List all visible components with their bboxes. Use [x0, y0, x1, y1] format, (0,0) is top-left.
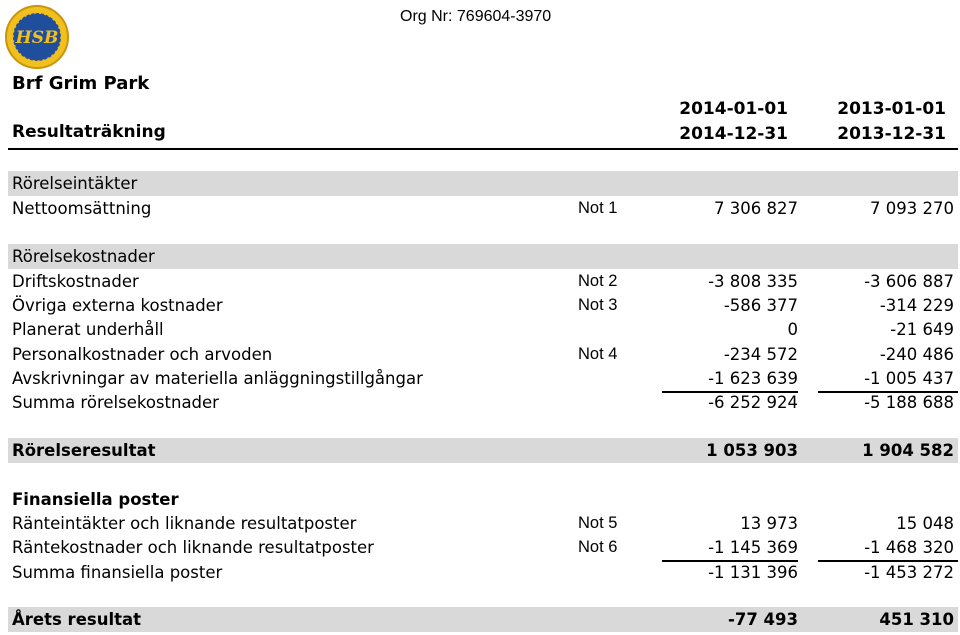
row-value-previous: -5 188 688	[864, 393, 954, 412]
row-label: Rörelseresultat	[12, 441, 156, 460]
row-value-current: 0	[787, 320, 798, 339]
row-value-current: -1 131 396	[708, 563, 798, 582]
row-note: Not 3	[578, 296, 618, 314]
logo-text: HSB	[15, 28, 59, 48]
period-current-start: 2014-01-01	[679, 99, 788, 119]
row-value-current: 13 973	[740, 514, 798, 533]
row-value-current: -234 572	[723, 345, 798, 364]
row-label: Avskrivningar av materiella anläggningstillgångar	[12, 369, 423, 388]
row-label: Summa rörelsekostnader	[12, 393, 219, 412]
table-row	[8, 366, 958, 391]
row-label: Ränteintäkter och liknande resultatposter	[12, 514, 357, 533]
row-label: Planerat underhåll	[12, 320, 164, 339]
row-value-current: -3 808 335	[708, 272, 798, 291]
row-label: Summa finansiella poster	[12, 563, 223, 582]
row-value-previous: -1 005 437	[864, 369, 954, 388]
row-note: Not 5	[578, 514, 618, 532]
row-value-previous: -21 649	[890, 320, 954, 339]
row-note: Not 2	[578, 272, 618, 290]
period-previous	[786, 97, 946, 147]
header-divider	[8, 148, 958, 150]
row-value-previous: -240 486	[879, 345, 954, 364]
hsb-logo	[4, 4, 70, 70]
hsb-logo-icon	[4, 4, 70, 70]
table-row	[8, 196, 958, 221]
row-label: Rörelsekostnader	[12, 247, 155, 266]
report-title: Resultaträkning	[12, 122, 166, 142]
table-row-operating-result	[8, 438, 958, 463]
section-header-financial-items	[8, 487, 958, 512]
row-label: Nettoomsättning	[12, 199, 152, 218]
row-label: Räntekostnader och liknande resultatposter	[12, 538, 374, 557]
period-current-end: 2014-12-31	[679, 124, 788, 144]
row-value-previous: 451 310	[879, 610, 954, 629]
row-note: Not 4	[578, 345, 618, 363]
row-value-previous: -1 453 272	[864, 563, 954, 582]
row-value-current: 1 053 903	[706, 441, 798, 460]
table-row	[8, 269, 958, 294]
table-row-subtotal	[8, 390, 958, 415]
row-value-current: -1 145 369	[708, 538, 798, 557]
row-label: Rörelseintäkter	[12, 174, 138, 193]
row-value-previous: -3 606 887	[864, 272, 954, 291]
section-header-operating-income	[8, 171, 958, 196]
row-label: Årets resultat	[12, 610, 142, 629]
row-label: Personalkostnader och arvoden	[12, 345, 273, 364]
row-value-previous: 7 093 270	[870, 199, 954, 218]
row-label: Driftskostnader	[12, 272, 139, 291]
row-label: Finansiella poster	[12, 490, 179, 509]
row-value-current: -1 623 639	[708, 369, 798, 388]
row-value-previous: -1 468 320	[864, 538, 954, 557]
row-note: Not 1	[578, 199, 618, 217]
row-value-previous: 15 048	[896, 514, 954, 533]
table-row	[8, 293, 958, 318]
table-row-net-result	[8, 607, 958, 632]
period-previous-end: 2013-12-31	[837, 124, 946, 144]
row-value-current: -77 493	[728, 610, 798, 629]
table-row	[8, 511, 958, 536]
row-value-current: 7 306 827	[714, 199, 798, 218]
row-value-previous: 1 904 582	[862, 441, 954, 460]
table-row	[8, 342, 958, 367]
period-current	[628, 97, 788, 147]
org-number: Org Nr: 769604-3970	[400, 8, 552, 25]
row-label: Övriga externa kostnader	[12, 296, 223, 315]
table-row	[8, 317, 958, 342]
section-header-operating-costs	[8, 244, 958, 269]
row-value-current: -6 252 924	[708, 393, 798, 412]
company-name: Brf Grim Park	[12, 73, 150, 94]
row-value-previous: -314 229	[879, 296, 954, 315]
table-row	[8, 535, 958, 560]
table-row-subtotal	[8, 560, 958, 585]
period-previous-start: 2013-01-01	[837, 99, 946, 119]
row-value-current: -586 377	[723, 296, 798, 315]
row-note: Not 6	[578, 538, 618, 556]
